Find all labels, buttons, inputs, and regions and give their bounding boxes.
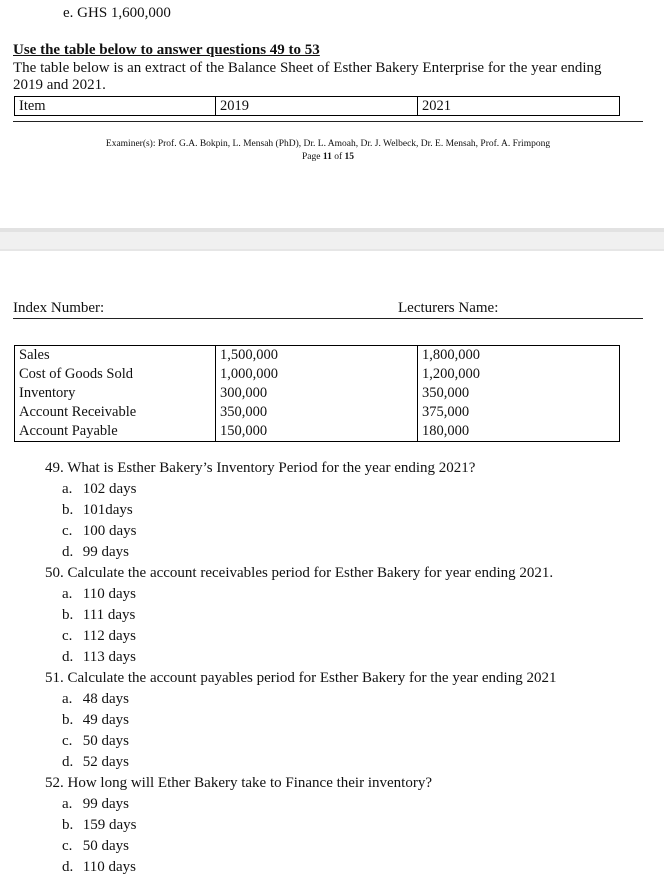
option-letter: a. — [62, 481, 73, 497]
question-number: 50. — [45, 565, 64, 581]
lecturer-name-label: Lecturers Name: — [398, 300, 499, 316]
row-label: Cost of Goods Sold — [15, 365, 216, 384]
option-text: 100 days — [82, 523, 137, 539]
question-text: Calculate the account payables period for Esther Bakery for the year ending 2021 — [67, 670, 557, 686]
option-text: 110 days — [82, 859, 136, 875]
option-50-c[interactable] — [45, 626, 556, 647]
value-2019: 350,000 — [216, 403, 418, 422]
option-letter: d. — [62, 544, 74, 560]
value-2021: 350,000 — [418, 384, 620, 403]
header-divider — [13, 318, 643, 319]
option-letter: c. — [62, 523, 73, 539]
option-letter: d. — [62, 754, 74, 770]
option-52-c[interactable] — [45, 836, 556, 857]
page-current: 11 — [322, 152, 332, 162]
option-50-a[interactable] — [45, 584, 556, 605]
option-51-b[interactable] — [45, 710, 556, 731]
option-letter: a. — [62, 691, 73, 707]
option-text: 110 days — [82, 586, 136, 602]
balance-sheet-data-table — [14, 345, 620, 442]
option-letter: a. — [62, 796, 73, 812]
page-gap — [0, 232, 664, 249]
option-letter: d. — [62, 649, 74, 665]
question-50 — [45, 563, 556, 584]
footer-divider — [13, 121, 643, 122]
question-51 — [45, 668, 556, 689]
option-52-b[interactable] — [45, 815, 556, 836]
option-52-a[interactable] — [45, 794, 556, 815]
header-cell-2021: 2021 — [418, 97, 620, 116]
option-letter: c. — [62, 733, 73, 749]
option-49-c[interactable] — [45, 521, 556, 542]
option-text: 52 days — [82, 754, 129, 770]
page-gap-bottom — [0, 249, 664, 251]
header-cell-item: Item — [15, 97, 216, 116]
option-49-b[interactable] — [45, 500, 556, 521]
page-total: 15 — [344, 152, 354, 162]
option-letter: b. — [62, 607, 74, 623]
table-row — [15, 365, 620, 384]
answer-option-e: e. GHS 1,600,000 — [63, 5, 171, 21]
question-text: How long will Ether Bakery take to Finance their inventory? — [67, 775, 432, 791]
value-2019: 300,000 — [216, 384, 418, 403]
option-text: 113 days — [82, 649, 136, 665]
row-label: Account Receivable — [15, 403, 216, 422]
option-text: 159 days — [82, 817, 137, 833]
option-letter: a. — [62, 586, 73, 602]
option-letter: d. — [62, 859, 74, 875]
table-row — [15, 384, 620, 403]
value-2019: 1,000,000 — [216, 365, 418, 384]
option-text: 49 days — [82, 712, 129, 728]
question-text: What is Esther Bakery’s Inventory Period for the year ending 2021? — [67, 460, 476, 476]
table-header-row — [15, 97, 620, 116]
question-text: Calculate the account receivables period for Esther Bakery for year ending 2021. — [67, 565, 554, 581]
option-text: 99 days — [82, 544, 129, 560]
value-2019: 1,500,000 — [216, 346, 418, 366]
section-heading: Use the table below to answer questions 49 to 53 — [13, 42, 320, 58]
intro-text-line-2: 2019 and 2021. — [13, 77, 106, 93]
value-2021: 180,000 — [418, 422, 620, 442]
option-text: 112 days — [82, 628, 136, 644]
row-label: Inventory — [15, 384, 216, 403]
value-2019: 150,000 — [216, 422, 418, 442]
intro-text-line-1: The table below is an extract of the Balance Sheet of Esther Bakery Enterprise for the year ending — [13, 60, 602, 76]
question-number: 52. — [45, 775, 64, 791]
option-letter: b. — [62, 817, 74, 833]
question-number: 49. — [45, 460, 64, 476]
question-52 — [45, 773, 556, 794]
row-label: Sales — [15, 346, 216, 366]
option-51-a[interactable] — [45, 689, 556, 710]
question-list — [45, 458, 556, 878]
option-51-d[interactable] — [45, 752, 556, 773]
index-number-label: Index Number: — [13, 300, 105, 316]
question-49 — [45, 458, 556, 479]
option-letter: c. — [62, 628, 73, 644]
option-text: 101days — [82, 502, 133, 518]
option-52-d[interactable] — [45, 857, 556, 878]
option-letter: b. — [62, 712, 74, 728]
value-2021: 375,000 — [418, 403, 620, 422]
option-text: 99 days — [82, 796, 129, 812]
value-2021: 1,200,000 — [418, 365, 620, 384]
table-row — [15, 403, 620, 422]
value-2021: 1,800,000 — [418, 346, 620, 366]
question-number: 51. — [45, 670, 64, 686]
option-text: 111 days — [82, 607, 136, 623]
page-of: of — [331, 152, 345, 162]
option-49-d[interactable] — [45, 542, 556, 563]
option-50-b[interactable] — [45, 605, 556, 626]
option-51-c[interactable] — [45, 731, 556, 752]
footer-examiners: Examiner(s): Prof. G.A. Bokpin, L. Mensah (PhD), Dr. L. Amoah, Dr. J. Welbeck, Dr. E. Mensah, Prof. A. Frimpong — [105, 139, 551, 149]
option-text: 50 days — [82, 733, 129, 749]
option-text: 102 days — [82, 481, 137, 497]
option-letter: b. — [62, 502, 74, 518]
option-text: 50 days — [82, 838, 129, 854]
table-row — [15, 422, 620, 442]
footer-page-number — [13, 151, 643, 163]
table-row — [15, 346, 620, 366]
option-text: 48 days — [82, 691, 129, 707]
option-letter: c. — [62, 838, 73, 854]
option-49-a[interactable] — [45, 479, 556, 500]
header-cell-2019: 2019 — [216, 97, 418, 116]
row-label: Account Payable — [15, 422, 216, 442]
page-prefix: Page — [302, 152, 323, 162]
balance-sheet-header-table — [14, 96, 620, 116]
option-50-d[interactable] — [45, 647, 556, 668]
